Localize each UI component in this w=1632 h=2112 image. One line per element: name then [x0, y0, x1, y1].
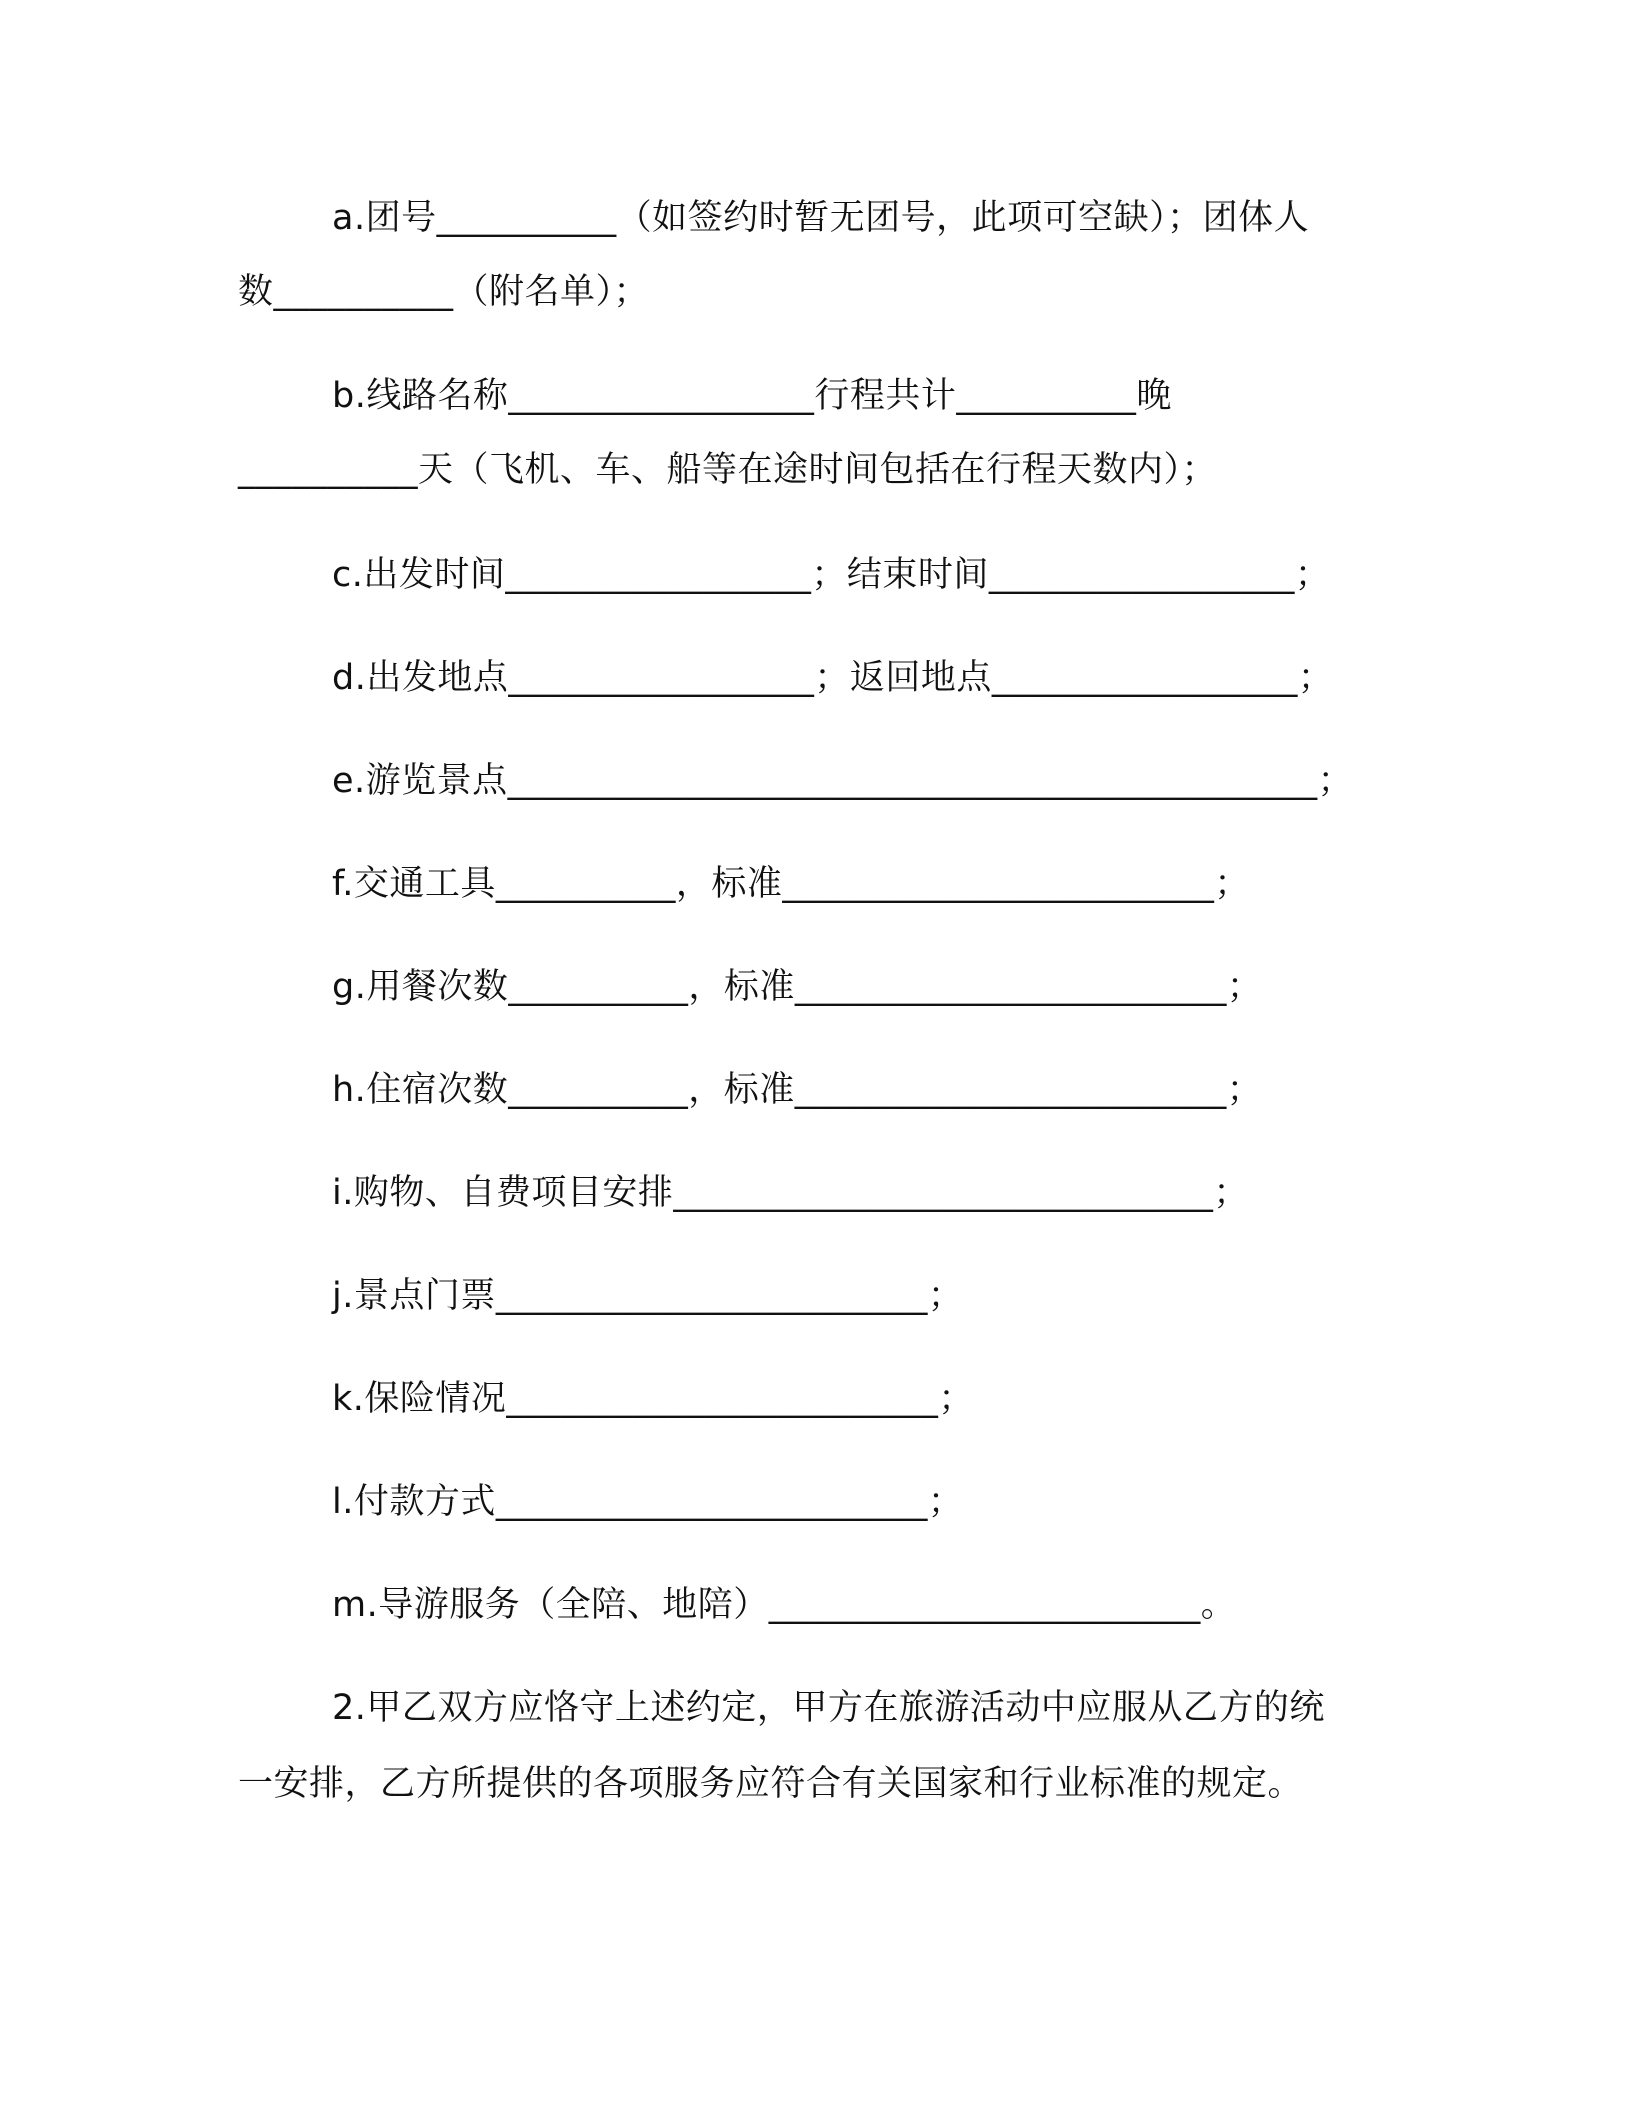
item-a-line-1: a.团号__________（如签约时暂无团号，此项可空缺）；团体人 — [332, 198, 1310, 238]
item-j: j.景点门票________________________； — [332, 1276, 964, 1316]
item-g: g.用餐次数__________，标准________________________； — [332, 967, 1263, 1007]
item-i: i.购物、自费项目安排______________________________； — [332, 1173, 1249, 1213]
clause-2-line-1: 2.甲乙双方应恪守上述约定，甲方在旅游活动中应服从乙方的统 — [332, 1688, 1325, 1728]
item-b-line-1: b.线路名称_________________行程共计__________晚 — [332, 376, 1172, 416]
item-a-line-2: 数__________（附名单）； — [238, 272, 650, 312]
item-f: f.交通工具__________，标准________________________； — [332, 864, 1250, 904]
item-d: d.出发地点_________________；返回地点_________________； — [332, 658, 1334, 698]
item-e: e.游览景点_____________________________________________； — [332, 761, 1354, 801]
item-h: h.住宿次数__________，标准________________________； — [332, 1070, 1263, 1110]
clause-2-line-2: 一安排，乙方所提供的各项服务应符合有关国家和行业标准的规定。 — [238, 1764, 1304, 1804]
item-c: c.出发时间_________________；结束时间_________________； — [332, 555, 1331, 595]
item-k: k.保险情况________________________； — [332, 1379, 974, 1419]
item-m: m.导游服务（全陪、地陪）________________________。 — [332, 1585, 1237, 1625]
item-b-line-2: __________天（飞机、车、船等在途时间包括在行程天数内）； — [238, 450, 1218, 490]
item-l: l.付款方式________________________； — [332, 1482, 964, 1522]
